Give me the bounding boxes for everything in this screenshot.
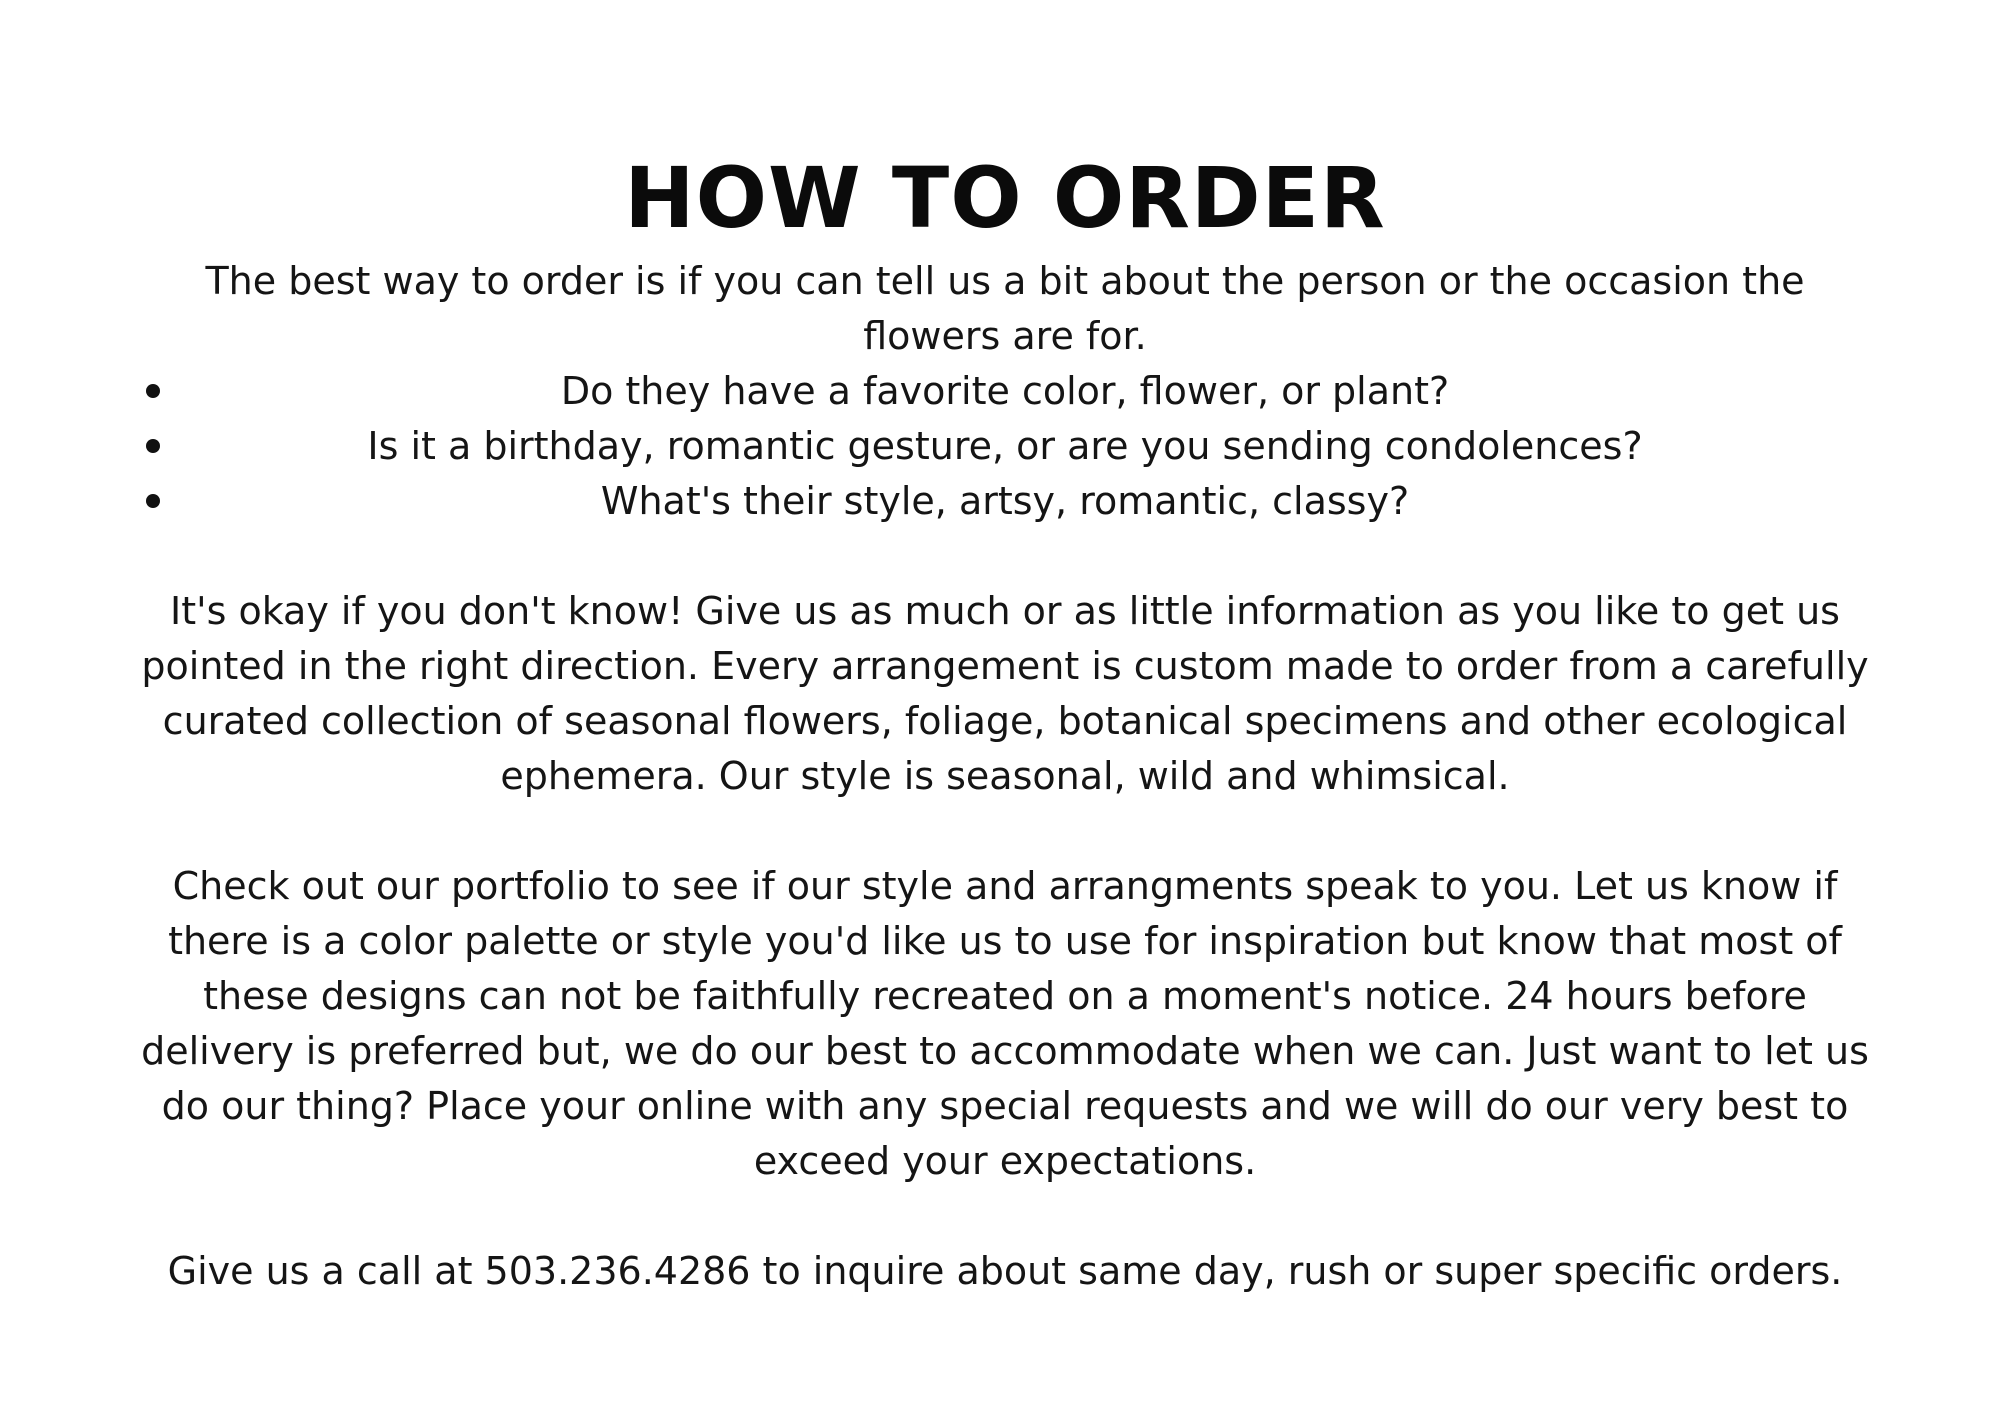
intro-paragraph: The best way to order is if you can tell us a bit about the person or the occasion the flowers are for. [205, 259, 1805, 358]
question-list [140, 364, 1870, 529]
question-text: Do they have a favorite color, flower, or plant? [560, 369, 1450, 413]
question-item [140, 474, 1870, 529]
bullet-icon [146, 384, 160, 398]
question-text: Is it a birthday, romantic gesture, or are you sending condolences? [367, 424, 1643, 468]
question-item [140, 364, 1870, 419]
call-paragraph: Give us a call at 503.236.4286 to inquire about same day, rush or super specific orders. [167, 1249, 1843, 1293]
portfolio-paragraph: Check out our portfolio to see if our style and arrangments speak to you. Let us know if there is a color palette or style you'd like us to use for inspiration but know that most of these designs can not be faithfully recreated on a moment's notice. 24 hours before delivery is preferred but, we do our best to accommodate when we can. Just want to let us do our thing? Place your online with any special requests and we will do our very best to exceed your expectations. [141, 864, 1869, 1183]
paragraph-spacer [140, 804, 1870, 859]
question-text: What's their style, artsy, romantic, classy? [600, 479, 1410, 523]
paragraph-spacer [140, 1189, 1870, 1244]
bullet-icon [146, 439, 160, 453]
page-title: HOW TO ORDER [624, 149, 1386, 247]
order-instructions [140, 148, 1870, 1299]
bullet-icon [146, 494, 160, 508]
question-item [140, 419, 1870, 474]
okay-paragraph: It's okay if you don't know! Give us as much or as little information as you like to get us pointed in the right direction. Every arrangement is custom made to order from a carefully curated collection of seasonal flowers, foliage, botanical specimens and other ecological ephemera. Our style is seasonal, wild and whimsical. [141, 589, 1869, 798]
paragraph-spacer [140, 529, 1870, 584]
